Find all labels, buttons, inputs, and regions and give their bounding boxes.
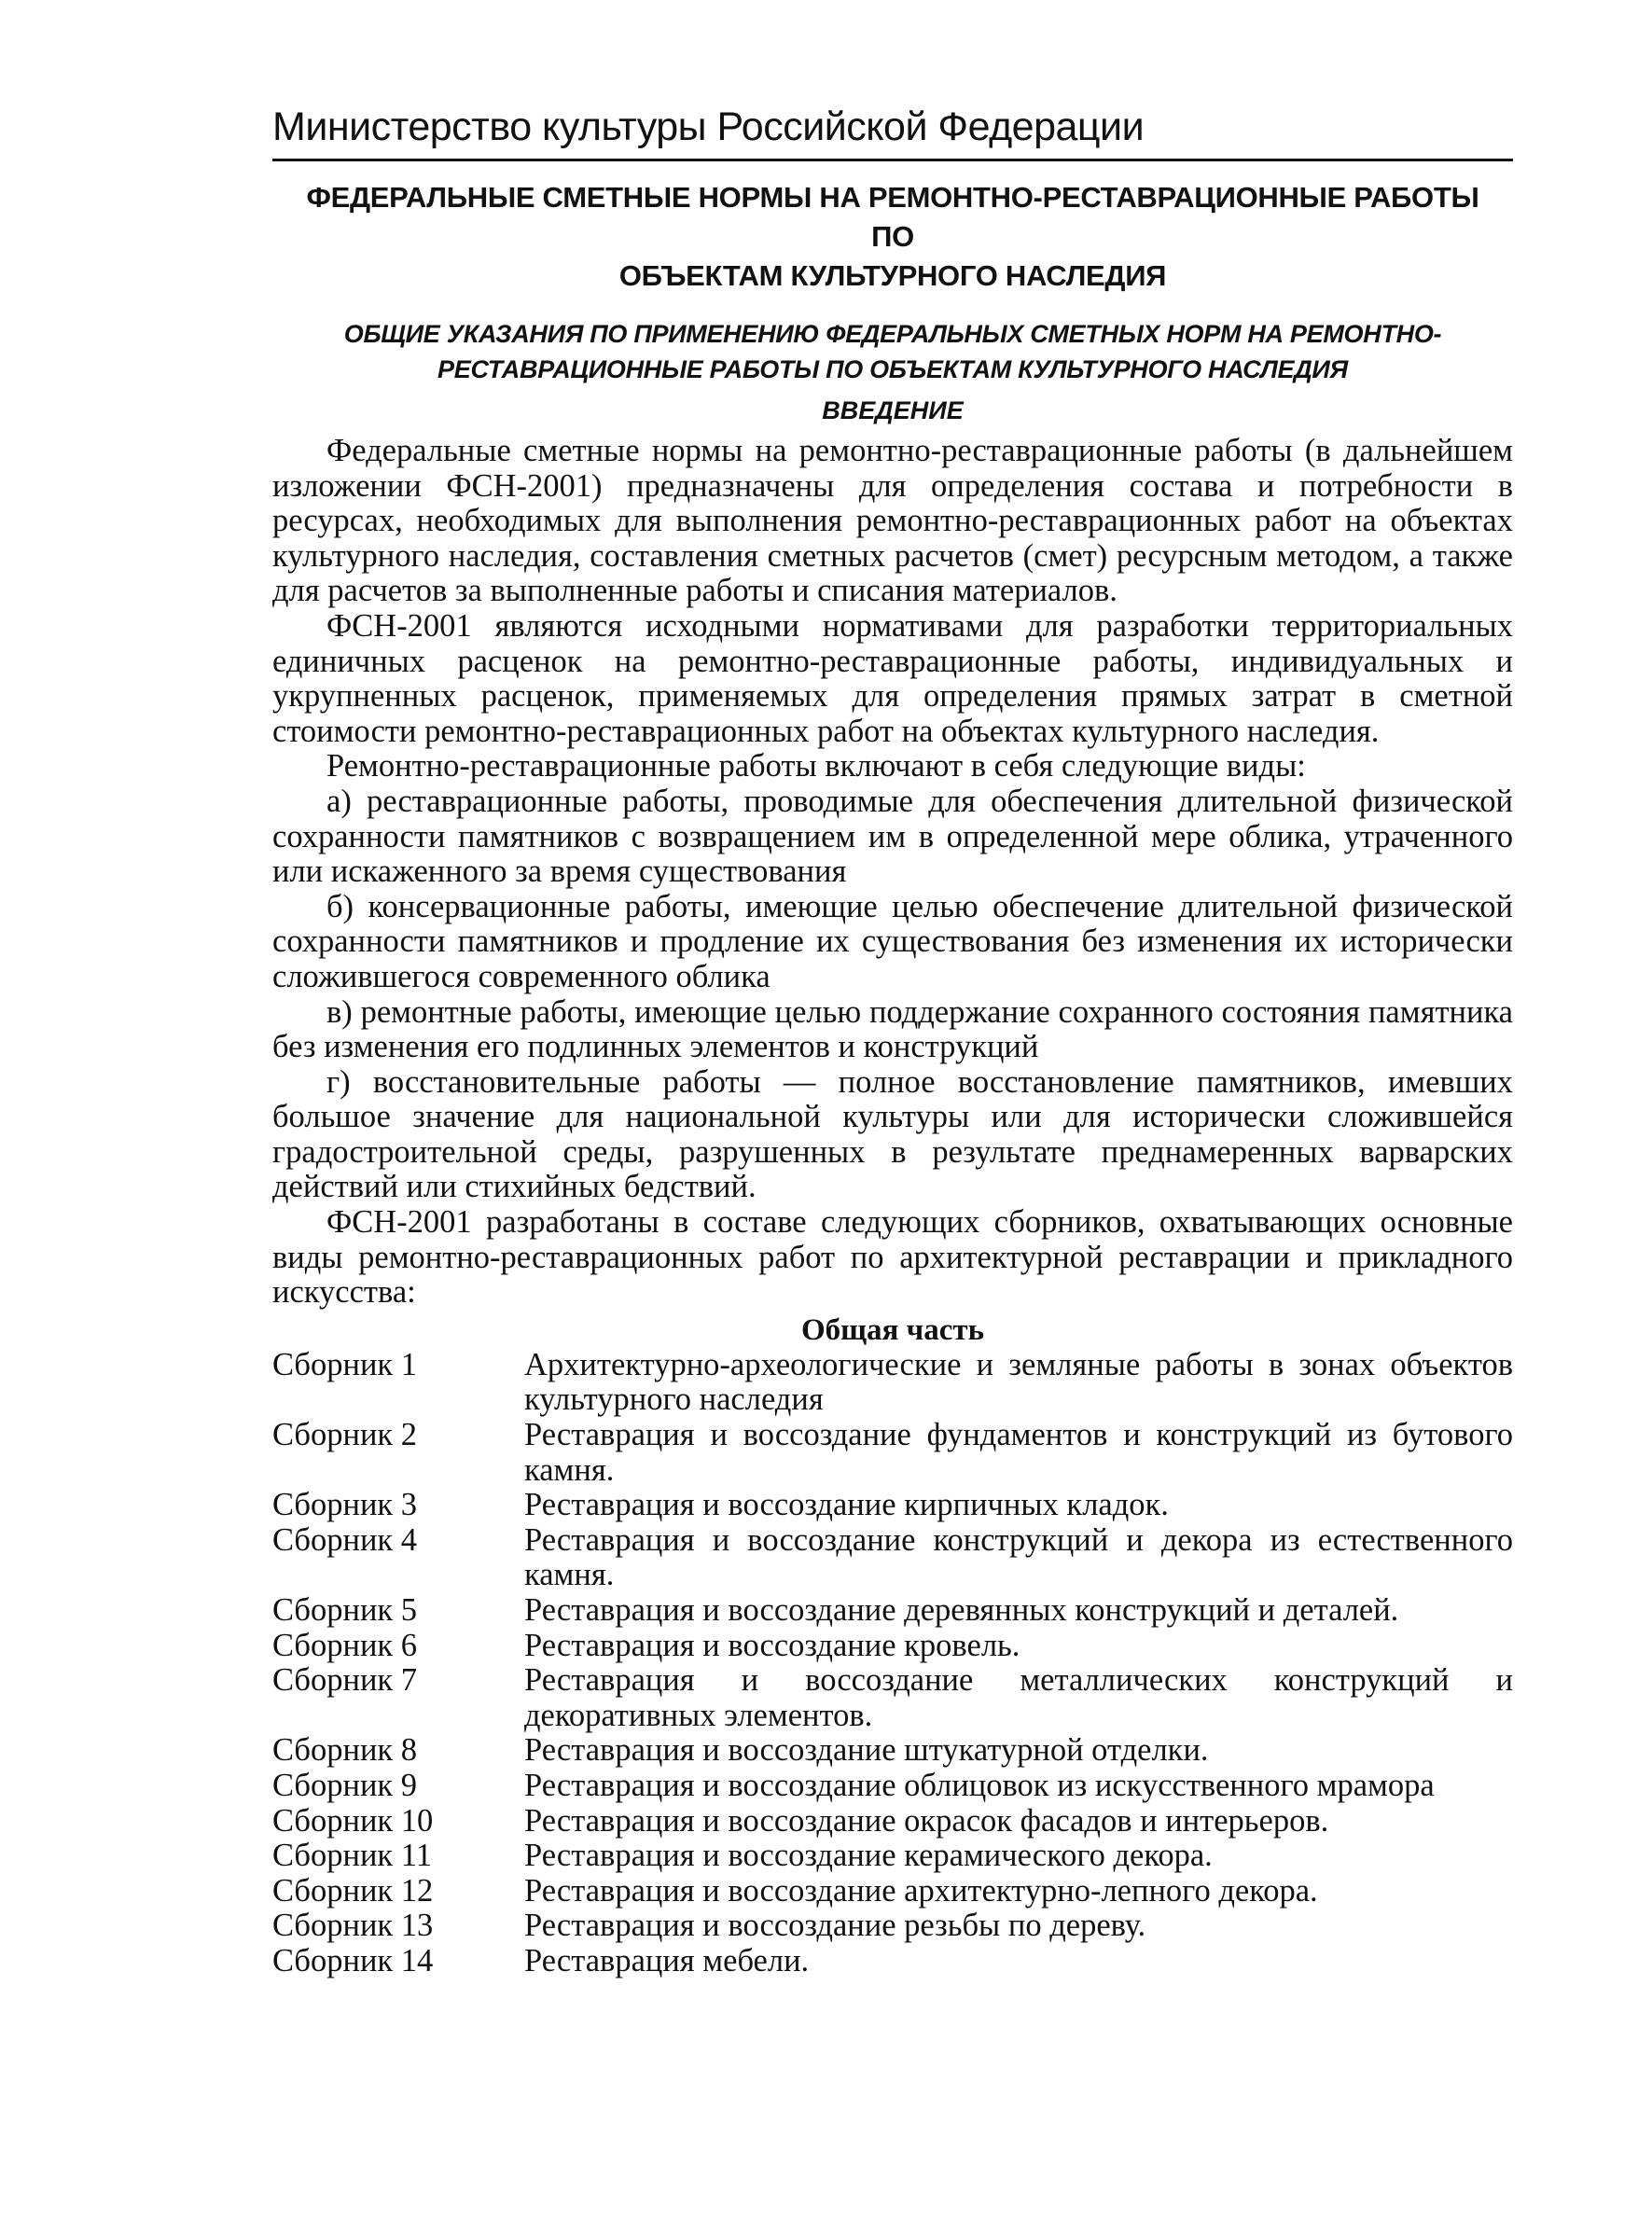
paragraph-8: ФСН-2001 разработаны в составе следующих сборников, охватывающих основные виды ремонтно-реставрационных работ по архитектурной реставрации и прикладного искусства: [272, 1204, 1513, 1311]
collection-item [272, 1348, 1513, 1418]
collection-item [272, 1663, 1513, 1733]
document-subtitle [282, 316, 1504, 387]
collection-number: Сборник 3 [272, 1487, 418, 1523]
subtitle-line-1: ОБЩИЕ УКАЗАНИЯ ПО ПРИМЕНЕНИЮ ФЕДЕРАЛЬНЫХ СМЕТНЫХ НОРМ НА РЕМОНТНО- [343, 320, 1442, 348]
document-title [291, 178, 1494, 296]
collection-number: Сборник 1 [272, 1346, 418, 1382]
collection-title: Реставрация и воссоздание деревянных конструкций и деталей. [524, 1592, 1399, 1628]
collection-item [272, 1874, 1513, 1909]
collection-number: Сборник 14 [272, 1942, 434, 1978]
collection-item [272, 1804, 1513, 1839]
collection-title: Реставрация и воссоздание резьбы по дереву. [524, 1908, 1146, 1944]
paragraph-5: б) консервационные работы, имеющие целью обеспечение длительной физической сохранности памятников и продление их существования без изменения их исторически сложившегося современного облика [272, 888, 1513, 994]
collection-number: Сборник 4 [272, 1521, 418, 1558]
paragraph-2: ФСН-2001 являются исходными нормативами для разработки территориальных единичных расценок на ремонтно-реставрационные работы, индивидуальных и укрупненных расценок, применяемых для определения прямых затрат в сметной стоимости ремонтно-реставрационных работ на объектах культурного наследия. [272, 607, 1513, 749]
collection-item [272, 1769, 1513, 1804]
collection-item [272, 1593, 1513, 1629]
collection-title: Реставрация и воссоздание кровель. [524, 1627, 1020, 1663]
general-part-heading: Общая часть [800, 1312, 985, 1347]
collection-number: Сборник 12 [272, 1872, 434, 1909]
collection-number: Сборник 9 [272, 1767, 418, 1803]
collection-item [272, 1629, 1513, 1664]
collection-title: Реставрация и воссоздание кирпичных кладок. [524, 1487, 1169, 1523]
collection-item [272, 1523, 1513, 1593]
collection-item [272, 1944, 1513, 1979]
collection-title: Реставрация и воссоздание облицовок из искусственного мрамора [524, 1767, 1435, 1803]
collection-title: Реставрация и воссоздание керамического декора. [524, 1838, 1213, 1874]
collections-list [272, 1348, 1513, 1979]
paragraph-4: а) реставрационные работы, проводимые для обеспечения длительной физической сохранности памятников с возвращением им в определенной мере облика, утраченного или искаженного за время существования [272, 783, 1513, 890]
collection-title: Реставрация и воссоздание штукатурной отделки. [524, 1732, 1209, 1769]
paragraph-1: Федеральные сметные нормы на ремонтно-реставрационные работы (в дальнейшем изложении ФСН-2001) предназначены для определения состава и потребности в ресурсах, необходимых для выполнения ремонтно-реставрационных работ на объектах культурного наследия, составления сметных расчетов (смет) ресурсным методом, а также для расчетов за выполненные работы и списания материалов. [272, 433, 1513, 609]
collection-number: Сборник 5 [272, 1592, 418, 1628]
collection-number: Сборник 10 [272, 1802, 434, 1839]
collection-number: Сборник 2 [272, 1417, 418, 1453]
collection-number: Сборник 11 [272, 1838, 433, 1874]
collection-item [272, 1909, 1513, 1944]
collection-title: Реставрация и воссоздание окрасок фасадов и интерьеров. [524, 1802, 1329, 1839]
collection-number: Сборник 7 [272, 1662, 418, 1699]
collection-number: Сборник 13 [272, 1908, 434, 1944]
title-line-2: ОБЪЕКТАМ КУЛЬТУРНОГО НАСЛЕДИЯ [618, 259, 1167, 292]
subtitle-line-2: РЕСТАВРАЦИОННЫЕ РАБОТЫ ПО ОБЪЕКТАМ КУЛЬТУРНОГО НАСЛЕДИЯ [437, 355, 1348, 383]
collection-number: Сборник 8 [272, 1732, 418, 1769]
collection-title: Реставрация и воссоздание архитектурно-лепного декора. [524, 1872, 1318, 1909]
paragraph-7: г) восстановительные работы — полное восстановление памятников, имевших большое значение для национальной культуры или для исторически сложившейся градостроительной среды, разрушенных в результате преднамеренных варварских действий или стихийных бедствий. [272, 1063, 1513, 1205]
ministry-name: Министерство культуры Российской Федерации [272, 104, 1145, 149]
collection-title: Реставрация и воссоздание конструкций и декора из естественного камня. [524, 1521, 1513, 1593]
intro-heading: ВВЕДЕНИЕ [822, 396, 964, 424]
collection-title: Архитектурно-археологические и земляные работы в зонах объектов культурного наследия [524, 1346, 1513, 1418]
collection-item [272, 1488, 1513, 1523]
paragraph-3: Ремонтно-реставрационные работы включают в себя следующие виды: [326, 748, 1306, 784]
collection-item [272, 1839, 1513, 1874]
collection-title: Реставрация и воссоздание металлических конструкций и декоративных элементов. [524, 1662, 1513, 1733]
title-line-1: ФЕДЕРАЛЬНЫЕ СМЕТНЫЕ НОРМЫ НА РЕМОНТНО-РЕСТАВРАЦИОННЫЕ РАБОТЫ ПО [306, 181, 1479, 253]
collection-item [272, 1733, 1513, 1769]
collection-title: Реставрация мебели. [524, 1942, 810, 1978]
document-page [272, 101, 1513, 1979]
collection-item [272, 1418, 1513, 1488]
page-header [272, 101, 1513, 161]
paragraph-6: в) ремонтные работы, имеющие целью поддержание сохранного состояния памятника без изменения его подлинных элементов и конструкций [272, 993, 1513, 1065]
collection-number: Сборник 6 [272, 1627, 418, 1663]
collection-title: Реставрация и воссоздание фундаментов и конструкций из бутового камня. [524, 1417, 1513, 1488]
